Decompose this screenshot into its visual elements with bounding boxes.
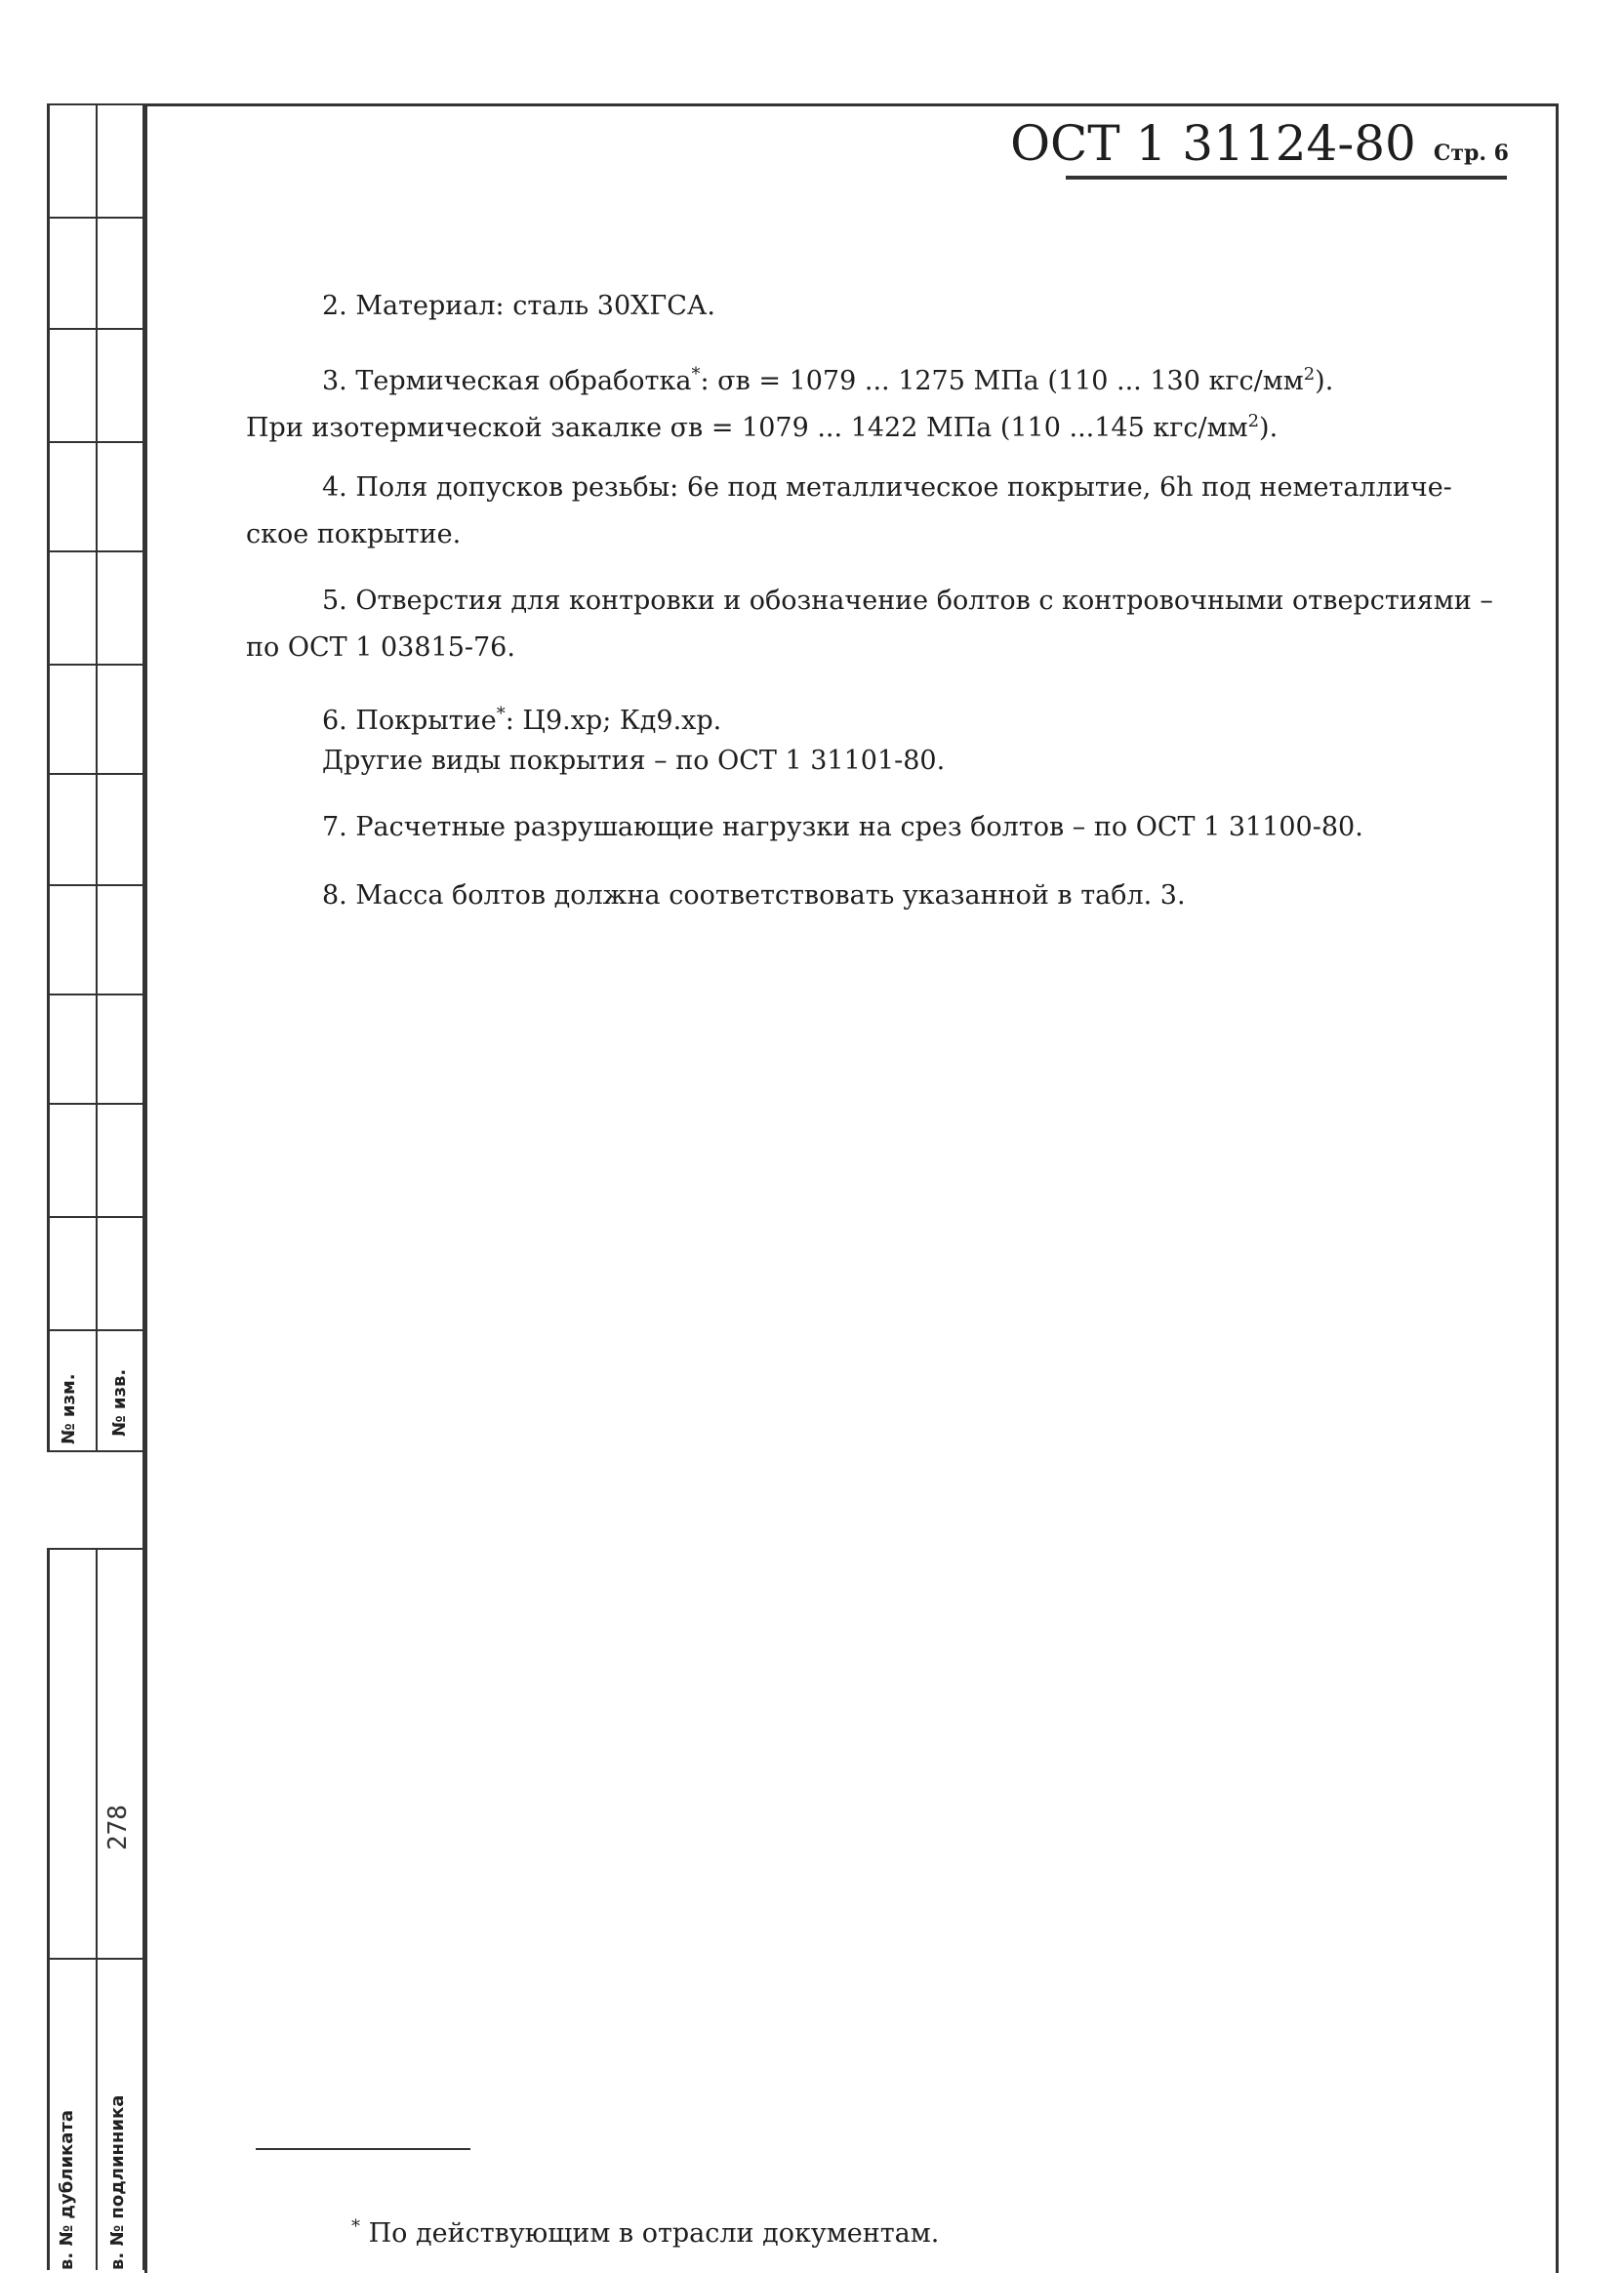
footnote-mark: * [351,2216,360,2237]
side-label-podl: в. № подлинника [107,2094,128,2270]
item-6-line2: Другие виды покрытия – по ОСТ 1 31101-80. [322,746,946,776]
side-number: 278 [103,1805,133,1850]
side-label-dubl: в. № дубликата [57,2110,77,2270]
side-label-izv: № изв. [109,1368,130,1437]
item-2: 2. Материал: сталь 30ХГСА. [322,291,715,321]
doc-code: ОСТ 1 31124-80 [1010,115,1416,172]
item-8: 8. Масса болтов должна соответствовать указанной в табл. 3. [322,880,1186,911]
footnote-text: По действующим в отрасли документам. [368,2218,940,2249]
side-label-izm: № изм. [59,1373,79,1444]
page-header [1010,115,1509,172]
item-4-line1: 4. Поля допусков резьбы: 6е под металлическое покрытие, 6h под неметалличе- [322,472,1452,503]
item-7: 7. Расчетные разрушающие нагрузки на срез болтов – по ОСТ 1 31100-80. [322,812,1363,842]
footnote [351,2208,939,2253]
item-5-line2: по ОСТ 1 03815-76. [246,632,515,663]
footnote-rule [256,2148,470,2150]
item-5-line1: 5. Отверстия для контровки и обозначение болтов с контровочными отверстиями – [322,586,1493,616]
item-6-line1: 6. Покрытие*: Ц9.хр; Кд9.хр. [322,704,722,736]
item-3-line2: При изотермической закалке σв = 1079 ... 1422 МПа (110 ...145 кгс/$мм^2$). [246,411,1279,443]
item-3-line1: 3. Термическая обработка*: σв = 1079 ... 1275 МПа (110 ... 130 кгс/$мм^2$). [322,364,1334,396]
header-underline [1066,176,1507,180]
item-4-line2: ское покрытие. [246,519,462,549]
page-number: Стр. 6 [1433,141,1509,166]
side-strip [47,103,144,2270]
